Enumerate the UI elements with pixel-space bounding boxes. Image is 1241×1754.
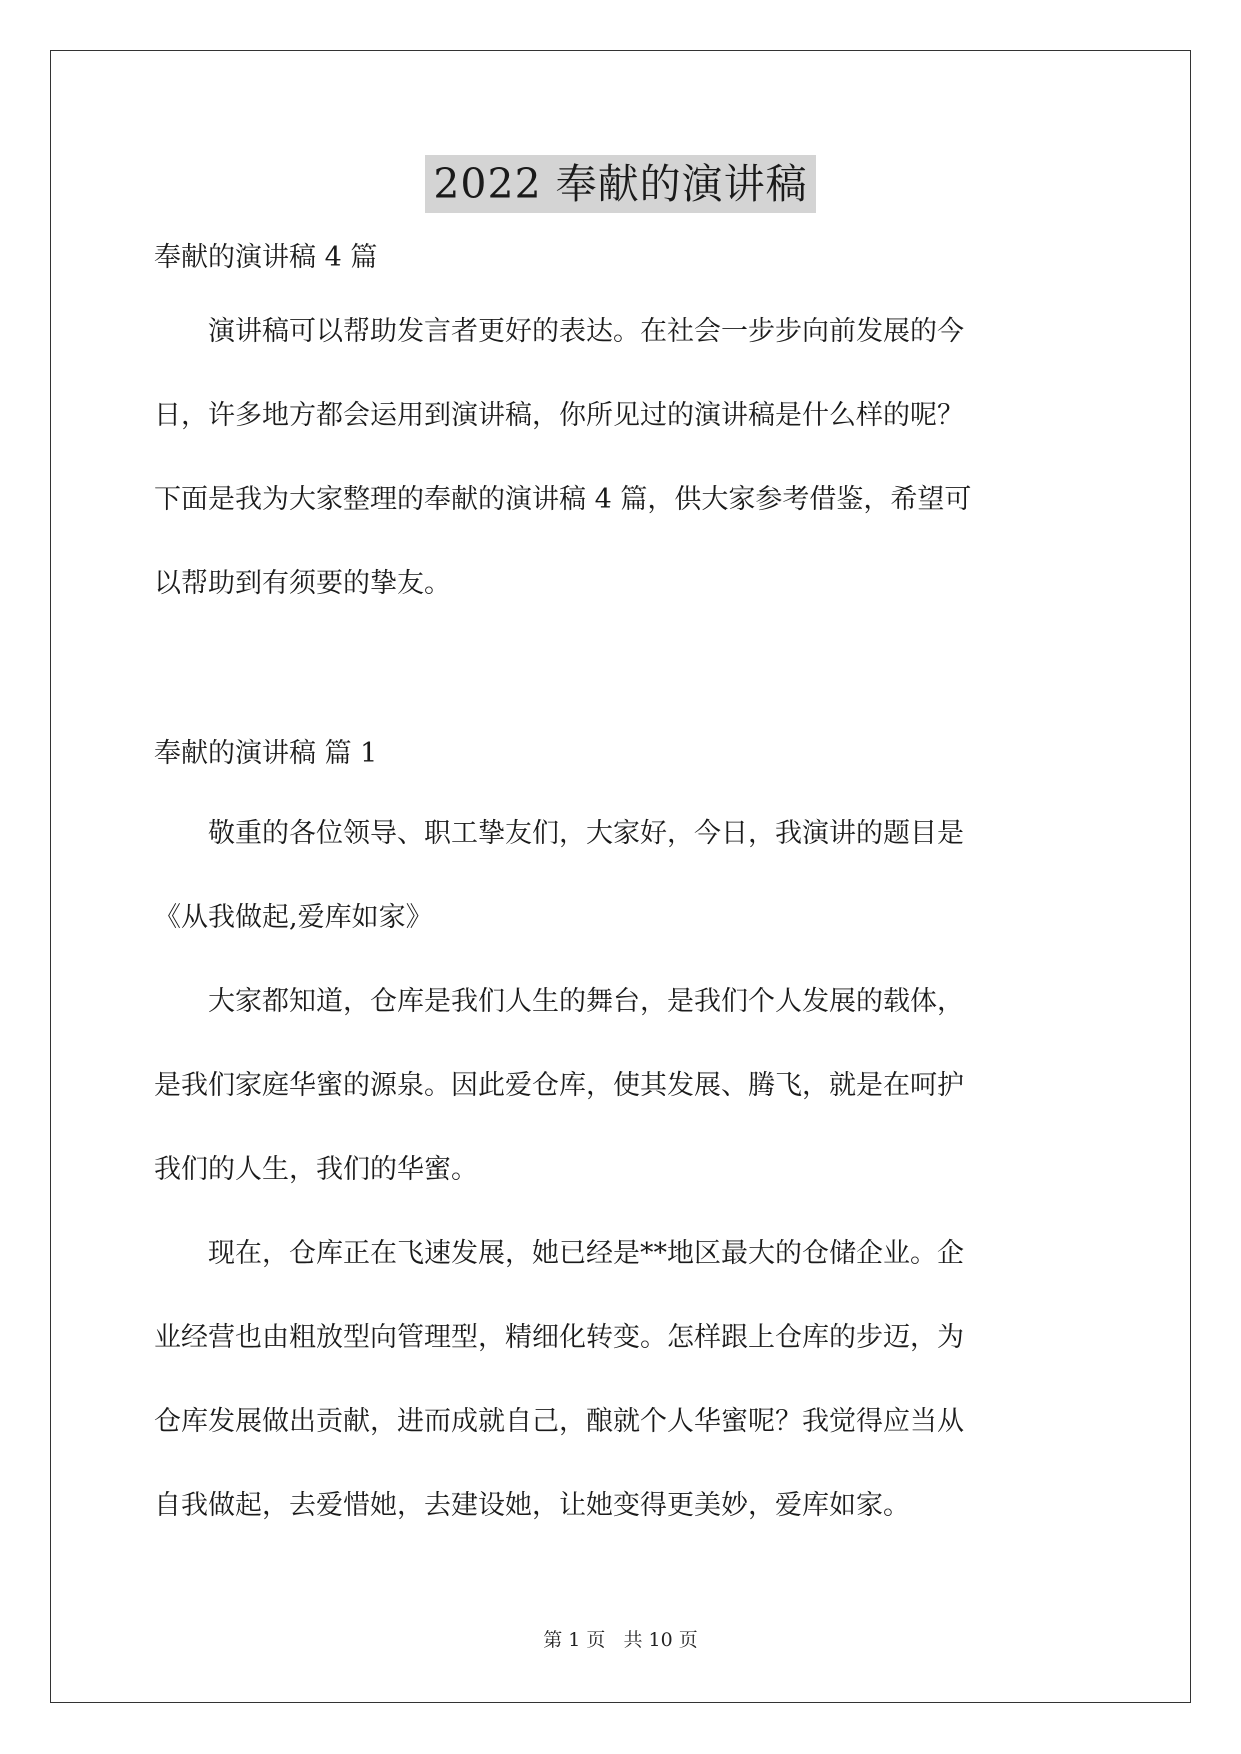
title-container bbox=[0, 155, 1241, 213]
page-footer bbox=[0, 1627, 1241, 1653]
section-line-4: 是我们家庭华蜜的源泉。因此爱仓库，使其发展、腾飞，就是在呵护 bbox=[154, 1070, 964, 1101]
section-line-9: 自我做起，去爱惜她，去建设她，让她变得更美妙，爱库如家。 bbox=[154, 1490, 910, 1521]
section-line-7: 业经营也由粗放型向管理型，精细化转变。怎样跟上仓库的步迈，为 bbox=[154, 1322, 964, 1353]
section-line-1: 敬重的各位领导、职工挚友们，大家好，今日，我演讲的题目是 bbox=[154, 818, 964, 849]
intro-line-3: 下面是我为大家整理的奉献的演讲稿 4 篇，供大家参考借鉴，希望可 bbox=[154, 484, 972, 515]
section-line-5: 我们的人生，我们的华蜜。 bbox=[154, 1154, 478, 1185]
document-title: 2022 奉献的演讲稿 bbox=[425, 155, 815, 213]
section-line-6: 现在，仓库正在飞速发展，她已经是**地区最大的仓储企业。企 bbox=[154, 1238, 964, 1269]
section-heading: 奉献的演讲稿 篇 1 bbox=[154, 738, 378, 769]
section-line-3: 大家都知道，仓库是我们人生的舞台，是我们个人发展的载体， bbox=[154, 986, 964, 1017]
page-number-current: 第 1 页 bbox=[543, 1629, 606, 1651]
section-line-2: 《从我做起,爱库如家》 bbox=[154, 902, 433, 933]
section-line-8: 仓库发展做出贡献，进而成就自己，酿就个人华蜜呢？我觉得应当从 bbox=[154, 1406, 964, 1437]
intro-line-1: 演讲稿可以帮助发言者更好的表达。在社会一步步向前发展的今 bbox=[154, 316, 964, 347]
page-number-total: 共 10 页 bbox=[623, 1629, 698, 1651]
intro-line-2: 日，许多地方都会运用到演讲稿，你所见过的演讲稿是什么样的呢？ bbox=[154, 400, 964, 431]
intro-line-4: 以帮助到有须要的挚友。 bbox=[154, 568, 451, 599]
intro-heading: 奉献的演讲稿 4 篇 bbox=[154, 242, 378, 273]
